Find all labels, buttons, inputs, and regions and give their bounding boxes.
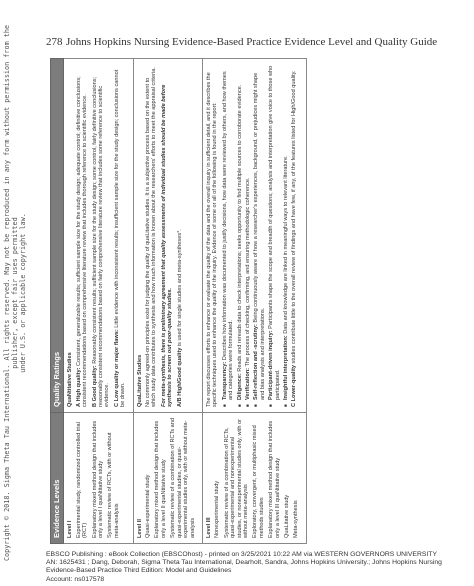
rating-key: C [291,402,298,407]
level-item: Explanatory mixed method design that includes only a level II quaNtitative study [154,420,167,538]
level-item: Meta-synthesis [293,500,300,538]
quality-rating-a [76,64,89,407]
rating-label: High quality: [75,367,82,402]
level-cell-3 [202,413,306,544]
criterion-text: Describes how information was documented to justify decisions, how data were reviewed by others, and how themes and categories were formulated. [221,71,235,400]
level-item: Explanatory mixed method design that includes only a level I quaNtitative study [91,420,105,538]
table-row-level-2 [133,59,202,544]
criterion-text: Being continuously aware of how a researcher's experiences, background, or prejudices might shape and bias analysis and interpretations. [253,72,266,400]
footer-line-1: EBSCO Publishing : eBook Collection (EBSCOhost) - printed on 3/25/2021 10:22 AM via WESTERN GOVERNORS UNIVERSITY [46,551,437,558]
copyright-strip [0,0,30,586]
criterion-label: Diligence: [236,373,243,400]
rating-label: Good quality: [91,365,98,402]
qualitative-report-intro: The report discusses efforts to enhance or evaluate the quality of the data and the overall inquiry in sufficient detail, and it describes the specific techniques used to enhance the quality of the inquiry. Evidence of some or all of the following is found in the report: [205,72,219,407]
page-number: 278 [46,36,63,48]
criterion-text: The process of checking, confirming, and ensuring methodologic coherence. [244,177,251,367]
footer-line-4: Account: ns017578 [46,575,105,583]
criterion-text: Reads and rereads data to check interpretations; seeks opportunity to find multiple sources to corroborate evidence. [236,84,243,372]
quality-rating-c [114,64,127,407]
copyright-line-1: Copyright © 2018. Sigma Theta Tau International. All rights reserved. May not be reproduced in any form without permission from the publisher, except fair uses permitted [3,24,19,562]
running-header-title: Johns Hopkins Nursing Evidence-Based Practice Evidence Level and Quality Guide [66,36,438,48]
level-item: QuaLitative study [283,494,290,538]
rating-key: A [75,402,82,407]
quality-cell-1 [64,59,133,413]
table-row-level-3 [202,59,306,544]
level-item: Explanatory mixed method design that includes only a level III quaNtitative study [268,420,281,538]
level-cell-2 [133,413,202,544]
level-item: Nonexperimental study [214,480,221,538]
level-item: Exploratory, convergent, or multiphasic mixed methods studies [252,425,265,538]
footer-line-3: Evidence-Based Practice Third Edition: Model and Guidelines [46,567,232,575]
quality-cell-3 [202,59,306,413]
rating-text: Little evidence with inconsistent results; insufficient sample size for the study design; conclusions cannot be drawn. [113,69,127,407]
column-header-evidence-levels: Evidence Levels [51,413,64,544]
quality-rating-ab [177,64,183,407]
rating-text: Consistent, generalizable results; sufficient sample size for the study design; adequate control; definitive conclusions; consistent recommendations based on comprehensive literature review that includes thorough reference to scientific evidence. [75,76,89,407]
criterion-label: Participant-driven inquiry: [268,330,275,400]
level-item: Quasi-experimental study [145,474,152,538]
rating-key: B [91,402,98,407]
quality-rating-b [92,64,111,407]
quality-section-title: QuaNtitative Studies [67,352,74,407]
quality-cell-2 [133,59,202,413]
quality-criteria-list [222,64,290,407]
criterion-label: Self-reflection and -scrutiny: [253,324,260,400]
rating-text: Reasonably consistent results; sufficient sample size for the study design; some control, fairly definitive conclusions; reasonably consistent recommendations based on fairly comprehensive literature review that includes some reference to scientific evidence. [91,76,111,407]
table-row-level-1 [64,59,133,544]
evidence-table-frame [48,56,398,546]
evidence-level-quality-table [50,58,307,544]
criterion-text: Data and knowledge are linked in meaningful ways to relevant literature. [282,155,289,334]
criterion-text: Participants shape the scope and breadth of questions; analysis and interpretation give voice to those who participated. [268,65,281,400]
quality-rating-c [291,64,297,407]
table-header-row [51,59,64,544]
meta-synthesis-note: For meta-synthesis, there is preliminary agreement that quality assessments of individual studies should be made before synthesis to screen out poor-quality studies. [160,84,174,407]
rating-key: A/B [176,397,183,407]
column-header-quality-ratings: Quality Ratings [51,59,64,413]
copyright-notice [3,23,27,563]
rating-key: C [113,402,120,407]
list-item [237,64,243,407]
level-title: Level I [67,520,74,538]
list-item [253,64,266,407]
criterion-label: Verification: [244,367,251,400]
rating-text: studies contribute little to the overall review of findings and have few, if any, of the features listed for High/Good quality. [291,70,298,364]
level-item: Systematic review of a combination of RCTs and quasi-experimental studies, or quasi-experimental studies only, with or without meta-analysis [170,417,196,538]
quality-section-title: QuaLitative Studies [136,354,143,407]
criterion-label: Insightful interpretation: [282,335,289,400]
evidence-table-rotated [50,58,396,544]
rating-label: Low quality or major flaws: [113,329,120,402]
level-cell-1 [64,413,133,544]
criterion-label: Transparency: [221,361,228,400]
footer-line-2: AN: 1625431 ; Dang, Deborah, Sigma Theta Tau International, Dearholt, Sandra, Johns Hopkins University.; Johns Hopkins Nursing [46,559,442,567]
ebsco-footer [46,551,466,584]
qualitative-intro: No commonly agreed-on principles exist for judging the quality of quaLitative studies. It is a subjective process based on the extent to which study data contributes to synthesis and how much information is known about the researchers' efforts to meet the appraisal criteria. [145,67,158,407]
list-item [245,64,251,407]
level-item: Systematic review of a combination of RCTs, quasi-experimental and nonexperimental studies, or nonexperimental studies only, with or without meta-analysis [223,419,249,538]
level-title: Level III [205,517,212,538]
rating-label: Lower-quality [291,365,298,402]
list-item [268,64,281,407]
level-item: Experimental study, randomized controlled trial (RCT) [75,422,89,538]
copyright-line-2: under U.S. or applicable copyright law. [19,213,27,373]
list-item [283,64,289,407]
rating-text: is used for single studies and meta-syntheses*. [176,229,183,347]
level-title: Level II [136,519,143,538]
level-item: Systematic review of RCTs, with or without meta-analysis [107,432,120,538]
rating-label: High/Good quality [176,347,183,396]
list-item [222,64,235,407]
